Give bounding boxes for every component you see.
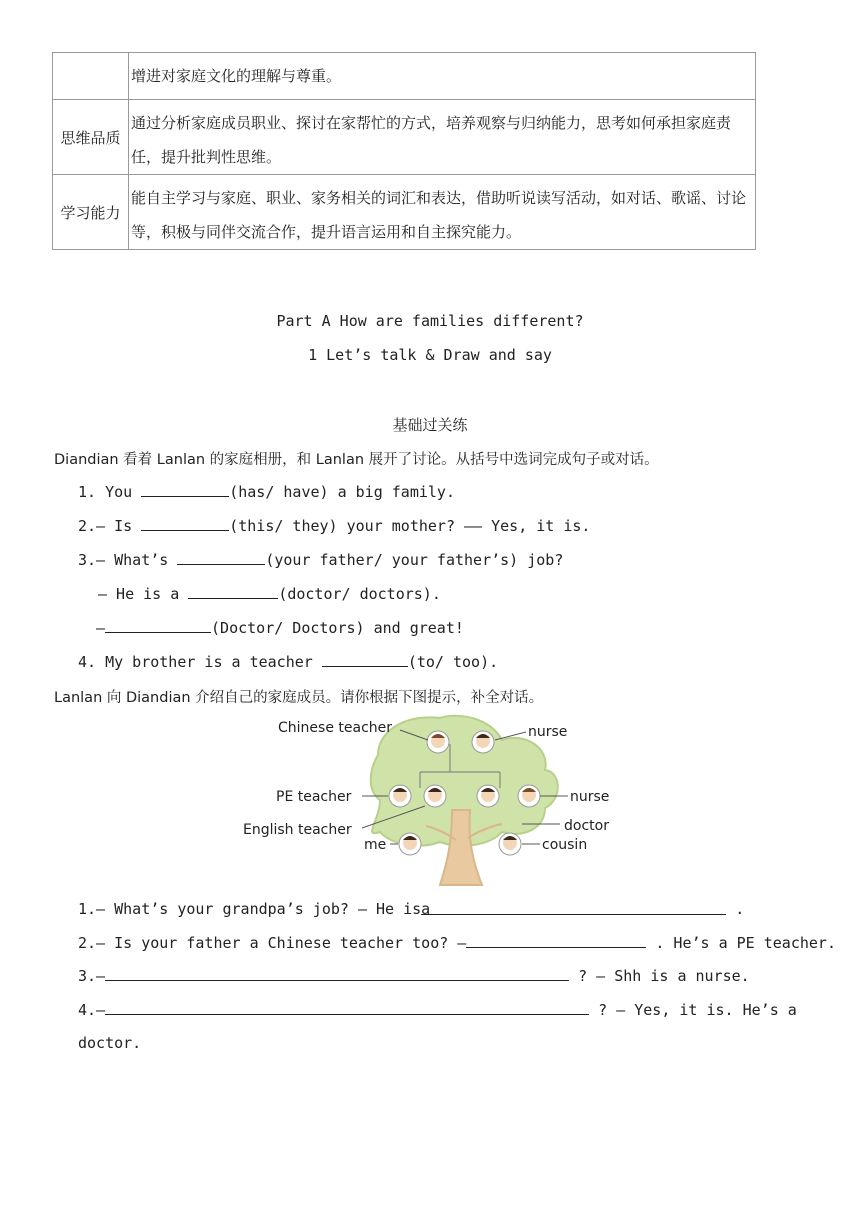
exercise1-item: — He is a (doctor/ doctors). xyxy=(98,585,441,603)
face-icon xyxy=(499,833,521,855)
label-pe-teacher: PE teacher xyxy=(276,789,352,805)
label-nurse-mid: nurse xyxy=(570,789,610,805)
face-icon xyxy=(477,785,499,807)
table-row xyxy=(53,100,756,175)
row-text: 通过分析家庭成员职业、探讨在家帮忙的方式，培养观察与归纳能力，思考如何承担家庭责任，提升批判性思维。 xyxy=(129,100,756,175)
answer-blank[interactable] xyxy=(466,933,646,948)
lesson-title: 1 Let’s talk & Draw and say xyxy=(308,346,552,364)
part-title: Part A How are families different? xyxy=(276,312,584,330)
row-text: 能自主学习与家庭、职业、家务相关的词汇和表达，借助听说读写活动，如对话、歌谣、讨论等，积极与同伴交流合作，提升语言运用和自主探究能力。 xyxy=(129,175,756,250)
family-tree-illustration xyxy=(240,710,620,890)
label-chinese-teacher: Chinese teacher xyxy=(278,720,393,736)
exercise1-item: 3.— What’s (your father/ your father’s) job? xyxy=(78,551,564,569)
answer-blank[interactable] xyxy=(105,966,569,981)
exercise2-item-continuation: doctor. xyxy=(78,1034,142,1052)
face-icon xyxy=(518,785,540,807)
answer-blank[interactable] xyxy=(105,1000,589,1015)
face-icon xyxy=(399,833,421,855)
label-nurse-top: nurse xyxy=(528,724,568,740)
exercise1-item: 2.— Is (this/ they) your mother? —— Yes, it is. xyxy=(78,517,591,535)
face-icon xyxy=(427,731,449,753)
table-row xyxy=(53,175,756,250)
answer-blank[interactable] xyxy=(177,550,265,565)
label-english-teacher: English teacher xyxy=(243,822,352,838)
label-doctor: doctor xyxy=(564,818,609,834)
answer-blank[interactable] xyxy=(105,618,211,633)
exercise2-item: 4.— ? — Yes, it is. He’s a xyxy=(78,1001,797,1019)
answer-blank[interactable] xyxy=(141,516,229,531)
face-icon xyxy=(424,785,446,807)
answer-blank[interactable] xyxy=(188,584,278,599)
exercise1-instruction: Diandian 看着 Lanlan 的家庭相册，和 Lanlan 展开了讨论。从括号中选词完成句子或对话。 xyxy=(54,452,659,468)
exercise1-item: 4. My brother is a teacher (to/ too). xyxy=(78,653,499,671)
row-label xyxy=(53,53,129,100)
exercise2-item: 1.— What’s your grandpa’s job? — He isa . xyxy=(78,900,745,918)
row-text: 增进对家庭文化的理解与尊重。 xyxy=(129,53,756,100)
answer-blank[interactable] xyxy=(322,652,408,667)
exercise2-item: 2.— Is your father a Chinese teacher too? — . He’s a PE teacher. xyxy=(78,934,836,952)
objectives-table xyxy=(52,52,756,250)
answer-blank[interactable]: a xyxy=(421,900,726,915)
row-label: 学习能力 xyxy=(53,175,129,250)
face-icon xyxy=(389,785,411,807)
exercise2-instruction: Lanlan 向 Diandian 介绍自己的家庭成员。请你根据下图提示，补全对话。 xyxy=(54,690,544,706)
label-cousin: cousin xyxy=(542,837,588,853)
row-label: 思维品质 xyxy=(53,100,129,175)
answer-blank[interactable] xyxy=(141,482,229,497)
exercise1-item: — (Doctor/ Doctors) and great! xyxy=(96,619,464,637)
section-title: 基础过关练 xyxy=(392,416,468,434)
table-row xyxy=(53,53,756,100)
exercise1-item: 1. You (has/ have) a big family. xyxy=(78,483,455,501)
exercise2-item: 3.— ? — Shh is a nurse. xyxy=(78,967,750,985)
face-icon xyxy=(472,731,494,753)
label-me: me xyxy=(364,837,387,853)
